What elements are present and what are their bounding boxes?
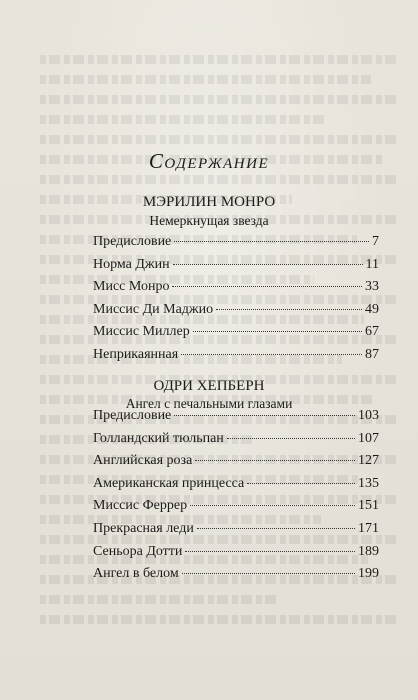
toc-entry[interactable] bbox=[93, 566, 379, 589]
toc-entry-page: 151 bbox=[358, 498, 379, 514]
dot-leader bbox=[174, 415, 355, 416]
toc-entry-page: 199 bbox=[358, 566, 379, 582]
toc-entry[interactable] bbox=[93, 408, 379, 431]
toc-entry[interactable] bbox=[93, 347, 379, 370]
dot-leader bbox=[193, 331, 362, 332]
dot-leader bbox=[181, 354, 362, 355]
toc-entry-label: Прекрасная леди bbox=[93, 520, 194, 536]
toc-entry[interactable] bbox=[93, 302, 379, 325]
toc-entry-label: Неприкаянная bbox=[93, 346, 179, 362]
dot-leader bbox=[174, 241, 369, 242]
toc-entry-page: 67 bbox=[365, 324, 379, 340]
toc-entry-page: 103 bbox=[358, 408, 379, 423]
toc-list-monroe bbox=[93, 234, 379, 370]
toc-entry-label: Сеньора Дотти bbox=[93, 543, 183, 559]
dot-leader bbox=[190, 505, 355, 506]
toc-entry-page: 11 bbox=[365, 256, 379, 272]
dot-leader bbox=[216, 309, 362, 310]
toc-entry[interactable] bbox=[93, 498, 379, 521]
toc-entry-page: 33 bbox=[365, 279, 379, 295]
toc-entry[interactable] bbox=[93, 279, 379, 302]
toc-entry-page: 189 bbox=[358, 543, 379, 559]
toc-list-hepburn bbox=[93, 408, 379, 589]
toc-entry-label: Предисловие bbox=[93, 234, 172, 249]
dot-leader bbox=[173, 264, 363, 265]
dot-leader bbox=[195, 460, 355, 461]
toc-title: Содержание bbox=[148, 149, 270, 173]
dot-leader bbox=[247, 483, 355, 484]
toc-entry-label: Мисс Монро bbox=[93, 279, 170, 295]
section-heading-monroe: МЭРИЛИН МОНРО bbox=[142, 194, 276, 210]
toc-entry[interactable] bbox=[93, 431, 379, 454]
toc-entry[interactable] bbox=[93, 324, 379, 347]
toc-entry-label: Английская роза bbox=[93, 453, 193, 469]
dot-leader bbox=[185, 551, 355, 552]
toc-entry-page: 87 bbox=[365, 346, 379, 362]
toc-entry-label: Миссис Миллер bbox=[93, 324, 190, 340]
toc-entry[interactable] bbox=[93, 544, 379, 567]
toc-entry[interactable] bbox=[93, 453, 379, 476]
toc-entry[interactable] bbox=[93, 521, 379, 544]
section-subtitle-hepburn: Ангел с печальными глазами bbox=[125, 396, 293, 411]
toc-entry[interactable] bbox=[93, 234, 379, 257]
toc-entry-page: 107 bbox=[358, 430, 379, 446]
dot-leader bbox=[182, 573, 355, 574]
toc-entry-label: Норма Джин bbox=[93, 256, 170, 272]
toc-entry[interactable] bbox=[93, 257, 379, 280]
toc-entry-page: 7 bbox=[372, 234, 379, 249]
section-subtitle-monroe: Немеркнущая звезда bbox=[149, 213, 269, 228]
toc-entry[interactable] bbox=[93, 476, 379, 499]
toc-entry-page: 127 bbox=[358, 453, 379, 469]
section-heading-hepburn: ОДРИ ХЕПБЕРН bbox=[153, 378, 265, 394]
dot-leader bbox=[227, 438, 355, 439]
toc-entry-label: Миссис Феррер bbox=[93, 498, 188, 514]
toc-entry-label: Американская принцесса bbox=[93, 475, 245, 491]
toc-entry-page: 49 bbox=[365, 301, 379, 317]
toc-entry-label: Предисловие bbox=[93, 408, 172, 423]
dot-leader bbox=[172, 286, 362, 287]
toc-entry-page: 135 bbox=[358, 475, 379, 491]
toc-entry-label: Ангел в белом bbox=[93, 566, 179, 582]
toc-entry-label: Миссис Ди Маджио bbox=[93, 301, 214, 317]
dot-leader bbox=[197, 528, 355, 529]
toc-entry-label: Голландский тюльпан bbox=[93, 430, 224, 446]
toc-entry-page: 171 bbox=[358, 520, 379, 536]
